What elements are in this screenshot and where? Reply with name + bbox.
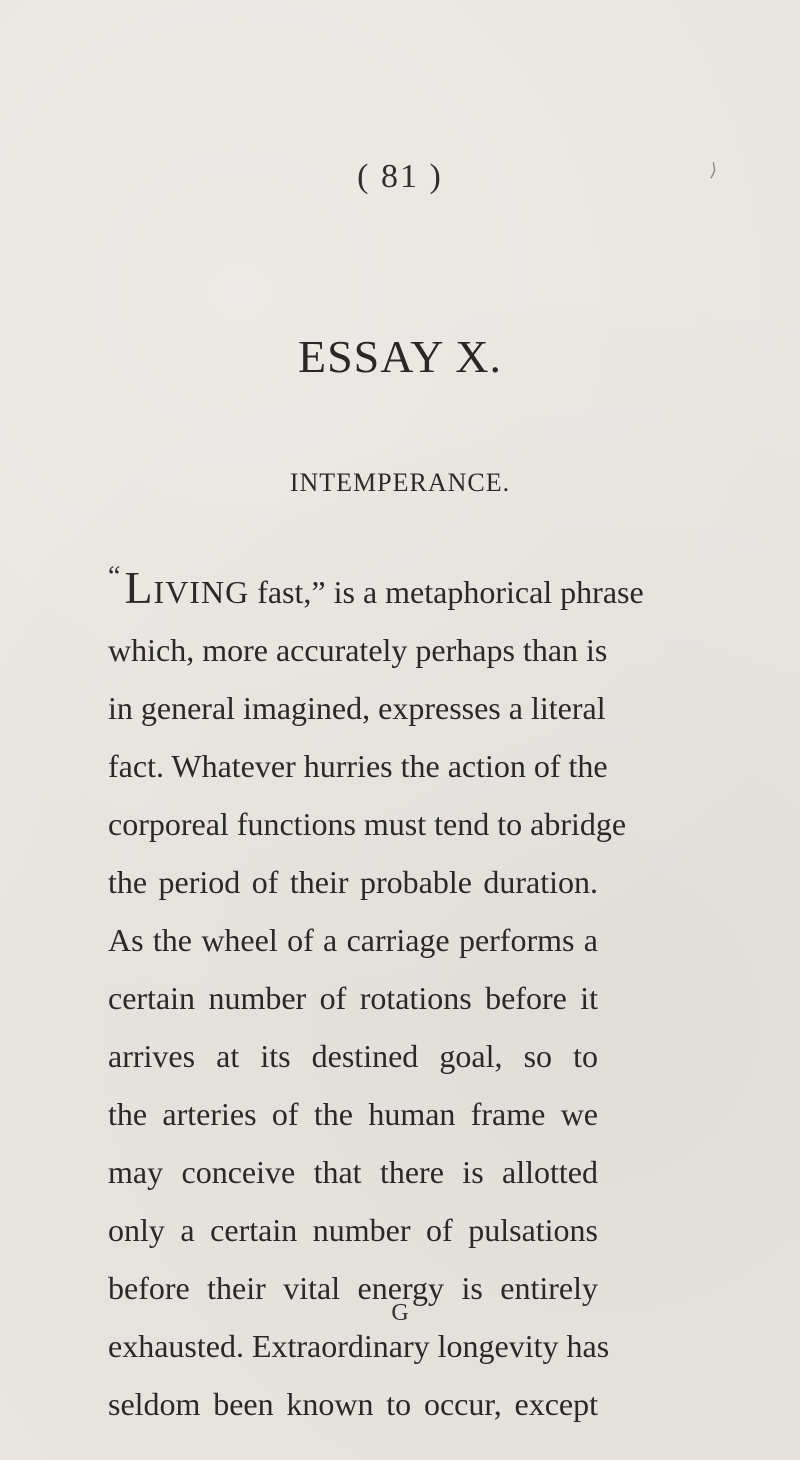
body-line-15: seldom been known to occur, except [108, 1386, 598, 1422]
essay-subtitle: INTEMPERANCE. [289, 468, 511, 497]
first-word: Living [124, 562, 250, 613]
body-line-4: fact. Whatever hurries the action of the [108, 748, 608, 784]
body-line-2: which, more accurately perhaps than is [108, 632, 608, 668]
first-line-text: fast,” is a metaphorical phrase [257, 574, 644, 610]
body-line-8: certain number of rotations before it [108, 980, 598, 1016]
body-line-6: the period of their probable duration. [108, 864, 598, 900]
body-line-11: may conceive that there is allotted [108, 1154, 598, 1190]
body-line-12: only a certain number of pulsations [108, 1212, 598, 1248]
body-line-10: the arteries of the human frame we [108, 1096, 598, 1132]
body-line-3: in general imagined, expresses a literal [108, 690, 606, 726]
margin-mark: ⟩ [708, 159, 719, 181]
body-line-9: arrives at its destined goal, so to [108, 1038, 598, 1074]
body-line-5: corporeal functions must tend to abridge [108, 806, 627, 842]
body-line-14: exhausted. Extraordinary longevity has [108, 1328, 610, 1364]
body-line-7: As the wheel of a carriage performs a [108, 922, 598, 958]
page-number: ( 81 ) [357, 158, 443, 195]
body-line-1 [108, 548, 644, 621]
body-line-13: before their vital energy is entirely [108, 1270, 598, 1306]
opening-quote: “ [108, 561, 121, 592]
signature-mark: G [391, 1300, 409, 1326]
essay-title: ESSAY X. [298, 331, 502, 382]
